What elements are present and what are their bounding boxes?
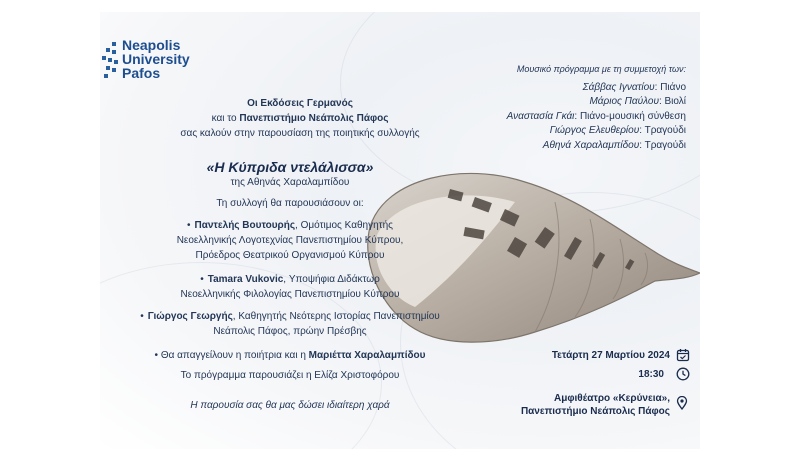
performer-row: Γιώργος Ελευθερίου: Τραγούδι bbox=[549, 125, 686, 136]
calendar-icon bbox=[676, 348, 690, 362]
logo-line-3: Pafos bbox=[122, 65, 161, 81]
presenter-item: • Tamara Vukovic, Υποψήφια Διδάκτωρ Νεοελληνικής Φιλολογίας Πανεπιστημίου Κύπρου bbox=[180, 274, 400, 300]
music-program bbox=[507, 62, 686, 153]
university-logo bbox=[102, 38, 190, 80]
book-title: «Η Κύπριδα ντελάλισσα» bbox=[206, 159, 374, 175]
event-date: Τετάρτη 27 Μαρτίου 2024 bbox=[551, 350, 670, 361]
logo-line-1: Neapolis bbox=[122, 37, 181, 53]
intro-text bbox=[150, 96, 450, 141]
location-pin-icon bbox=[675, 396, 689, 410]
performer-row: Αθηνά Χαραλαμπίδου: Τραγούδι bbox=[542, 139, 686, 151]
venue-line-1: Αμφιθέατρο «Κερύνεια», bbox=[554, 393, 670, 404]
publisher-line: Οι Εκδόσεις Γερμανός bbox=[247, 98, 353, 109]
logo-mark-icon bbox=[102, 38, 118, 78]
event-venue bbox=[521, 392, 670, 418]
presenter-item: • Παντελής Βουτουρής, Ομότιμος Καθηγητής Νεοελληνικής Λογοτεχνίας Πανεπιστημίου Κύπρου, Πρόεδρος Θεατρικού Οργανισμού Κύπρου bbox=[176, 220, 404, 261]
invitation-card bbox=[100, 12, 700, 449]
performer-row: Μάριος Παύλου: Βιολί bbox=[589, 96, 686, 107]
host-line: Το πρόγραμμα παρουσιάζει η Ελίζα Χριστοφόρου bbox=[180, 370, 400, 381]
performer-row: Αναστασία Γκάι: Πιάνο-μουσική σύνθεση bbox=[506, 110, 686, 122]
book-author: της Αθηνάς Χαραλαμπίδου bbox=[230, 177, 350, 188]
music-heading: Μουσικό πρόγραμμα με τη συμμετοχή των: bbox=[516, 64, 686, 74]
presenter-item: • Γιώργος Γεωργής, Καθηγητής Νεότερης Ιστορίας Πανεπιστημίου Νεάπολις Πάφος, πρώην Πρέσβης bbox=[140, 311, 440, 337]
readers-line: • Θα απαγγείλουν η ποιήτρια και η Μαριέττα Χαραλαμπίδου bbox=[154, 350, 426, 361]
book-block bbox=[140, 160, 440, 190]
host-university-line: και το Πανεπιστήμιο Νεάπολις Πάφος bbox=[211, 113, 389, 124]
presenters-heading: Τη συλλογή θα παρουσιάσουν οι: bbox=[216, 198, 364, 209]
venue-line-2: Πανεπιστήμιο Νεάπολις Πάφος bbox=[520, 406, 670, 417]
invitation-line: σας καλούν στην παρουσίαση της ποιητικής συλλογής bbox=[180, 128, 420, 139]
clock-icon bbox=[676, 367, 690, 381]
closing-line: Η παρουσία σας θα μας δώσει ιδιαίτερη χαρά bbox=[190, 400, 390, 411]
performer-row: Σάββας Ιγνατίου: Πιάνο bbox=[582, 81, 686, 93]
event-time: 18:30 bbox=[638, 369, 664, 380]
logo-line-2: University bbox=[122, 51, 190, 67]
